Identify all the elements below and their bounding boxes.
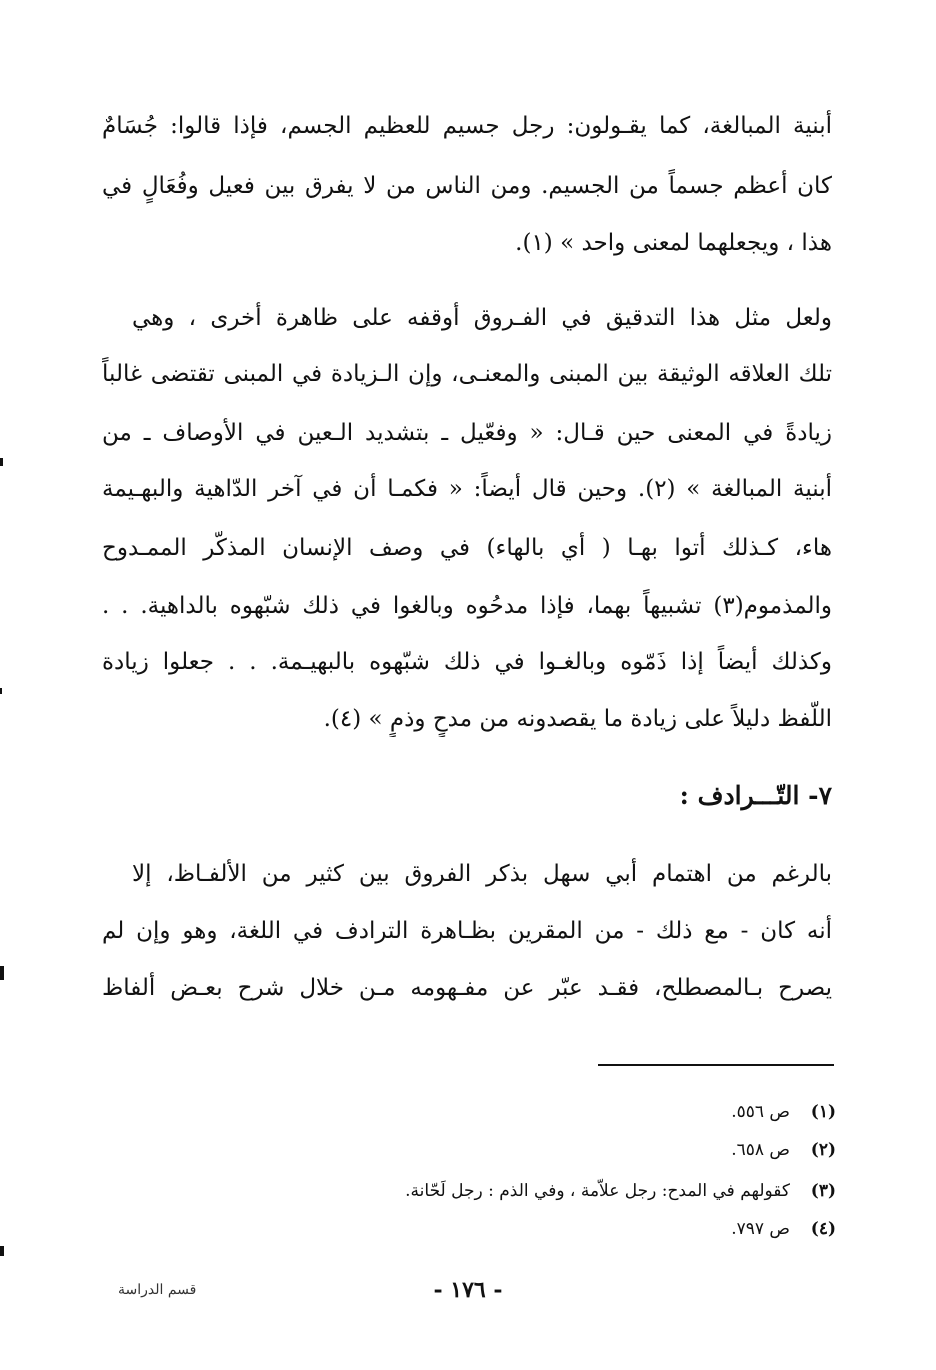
scan-mark (0, 458, 3, 466)
text-line: بالرغم من اهتمام أبي سهل بذكر الفروق بين كثير من الألفـاظ، إلا (132, 861, 832, 887)
page-number: - ١٧٦ - (433, 1277, 503, 1303)
text-line: يصرح بـالمصطلح، فقـد عبّر عن مفـهومه مـن خلال شرح بعـض ألفاظ (102, 975, 832, 1001)
footnote-text: ص ٧٩٧. (731, 1219, 790, 1239)
text-line: ولعل مثل هذا التدقيق في الفـروق أوقفه على ظاهرة أخرى ، وهي (132, 305, 832, 331)
footnote (731, 1099, 836, 1125)
text-line: كان أعظم جسماً من الجسيم. ومن الناس من لا يفرق بين فعيل وفُعَالٍ في (102, 173, 832, 199)
text-line: اللّفظ دليلاً على زيادة ما يقصدونه من مدحٍ وذمٍ » (٤). (323, 706, 832, 732)
text-line: وكذلك أيضاً إذا ذَمّوه وبالغـوا في ذلك شبّهوه بالبهيـمة. . . جعلوا زيادة (102, 649, 832, 675)
scan-mark (0, 688, 2, 694)
footnote-number: (٤) (810, 1219, 836, 1239)
footnote-text: كقولهم في المدح: رجل علاّمة ، وفي الذم : رجل لَحّانة. (405, 1181, 790, 1201)
footnote-text: ص ٦٥٨. (731, 1140, 790, 1160)
footnote-number: (٣) (810, 1181, 836, 1201)
footnote-separator (598, 1064, 834, 1066)
text-line: أبنية المبالغة، كما يقـولون: رجل جسيم للعظيم الجسم، فإذا قالوا: جُسَامٌ (102, 113, 832, 139)
footnote-text: ص ٥٥٦. (731, 1102, 790, 1122)
footnote-number: (١) (810, 1102, 836, 1122)
section-label: قسم الدراسة (118, 1282, 197, 1298)
text-line: زيادةً في المعنى حين قـال: « وفعّيل ـ بتشديد الـعين في الأوصاف ـ من (102, 420, 832, 446)
text-line: أنه كان - مع ذلك - من المقرين بظـاهرة الترادف في اللغة، وهو وإن لم (102, 918, 832, 944)
footnote-number: (٢) (810, 1140, 836, 1160)
text-line: أبنية المبالغة » (٢). وحين قال أيضاً: « فكمـا أن في آخر الدّاهية والبهـيمة (102, 476, 832, 502)
text-line: هاء، كـذلك أتوا بهـا ( أي بالهاء) في وصف الإنسان المذكّر الممـدوح (102, 535, 832, 561)
text-line: والمذموم(٣) تشبيهاً بهما، فإذا مدحُوه وبالغوا في ذلك شبّهوه بالداهية. . . (102, 593, 832, 619)
scan-mark (0, 1246, 4, 1256)
section-heading: ٧- التّـــرادف : (679, 781, 832, 810)
scan-mark (0, 966, 4, 980)
text-line: تلك العلاقه الوثيقة بين المبنى والمعنـى، وإن الـزيادة في المبنى تقتضى غالباً (102, 361, 832, 387)
footnote (405, 1178, 836, 1204)
footnote (731, 1137, 836, 1163)
footnote (731, 1216, 836, 1242)
text-line: هذا ، ويجعلهما لمعنى واحد » (١). (515, 230, 832, 256)
